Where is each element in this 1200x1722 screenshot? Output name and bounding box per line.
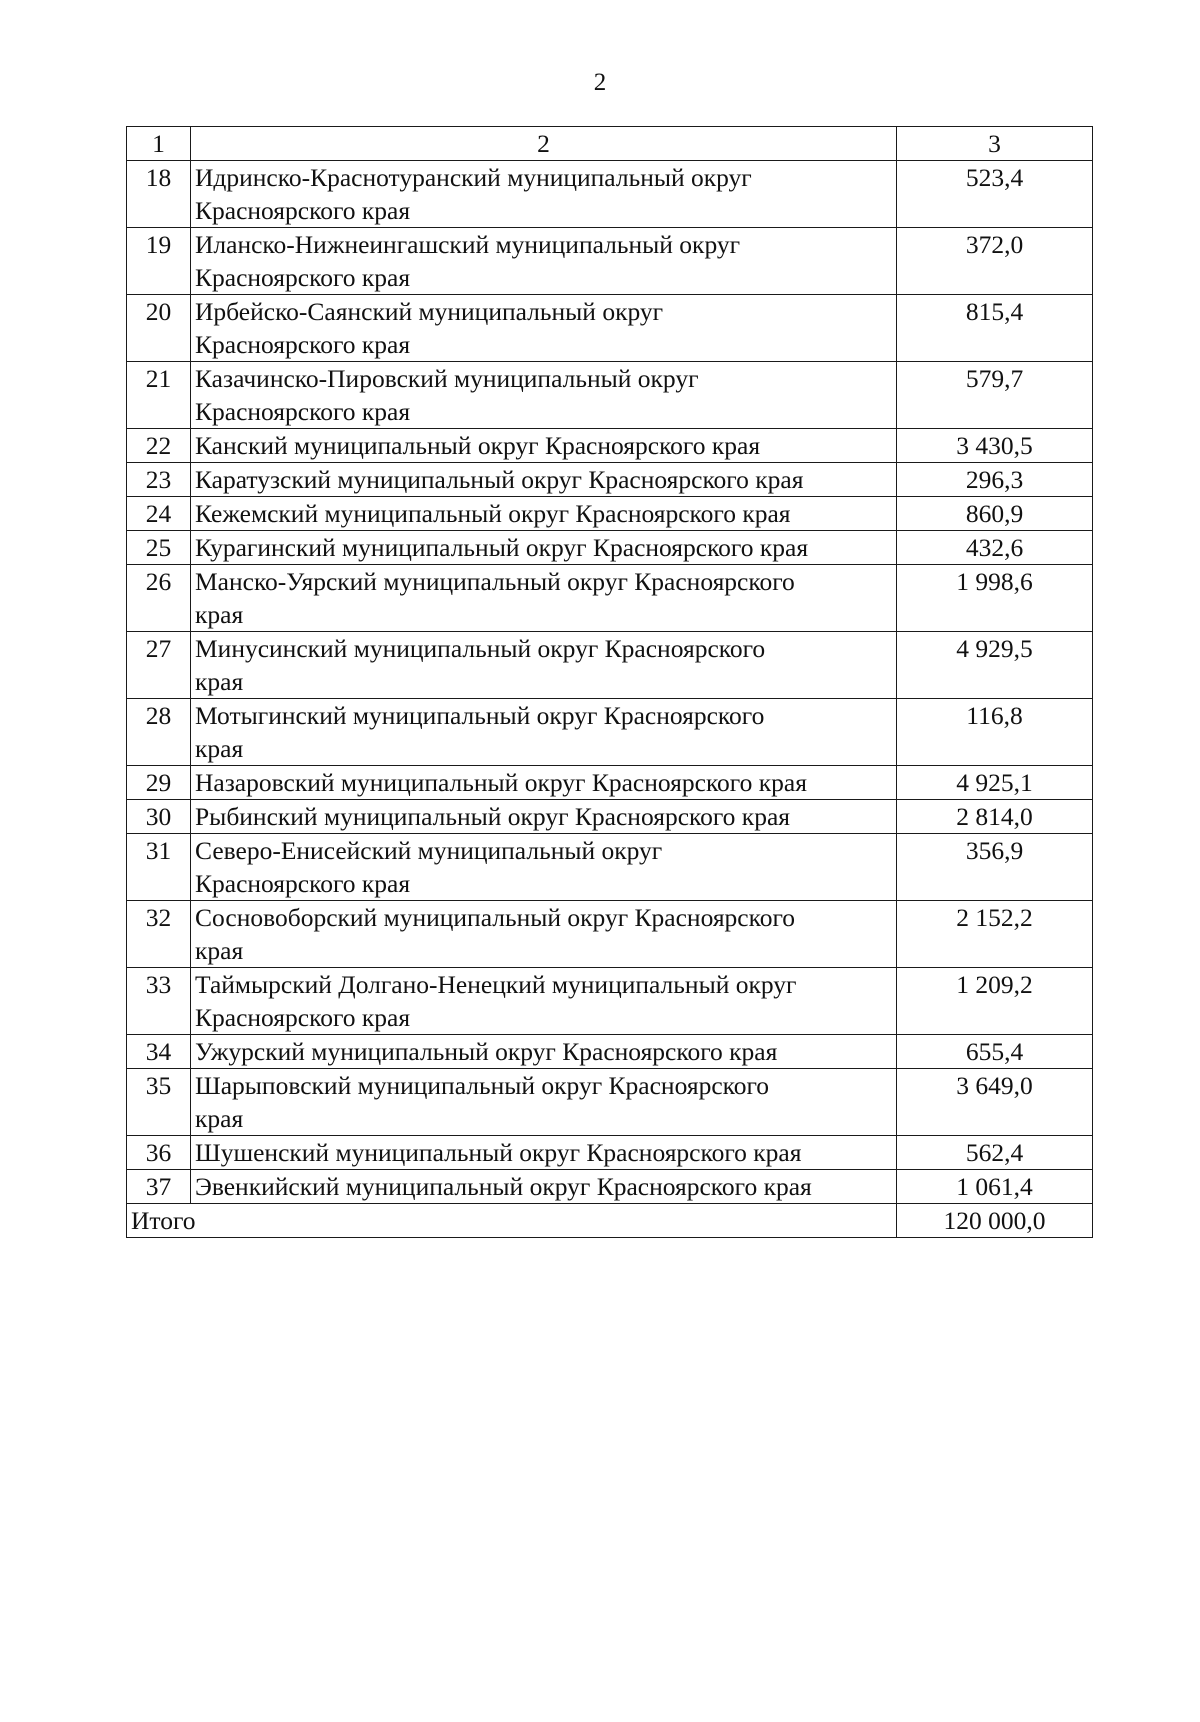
municipality-name-line: Манско-Уярский муниципальный округ Красноярского [195, 567, 795, 596]
municipality-name [191, 1035, 897, 1069]
municipality-name [191, 1170, 897, 1204]
row-number: 24 [127, 497, 191, 531]
municipality-name-line: Ужурский муниципальный округ Красноярского края [195, 1037, 778, 1066]
amount-value: 4 925,1 [897, 766, 1093, 800]
table-row [127, 161, 1093, 228]
header-cell-3: 3 [897, 127, 1093, 161]
table-row [127, 901, 1093, 968]
page-number: 2 [593, 69, 607, 96]
municipality-name-line: края [195, 734, 244, 763]
table-row [127, 766, 1093, 800]
table-row [127, 295, 1093, 362]
amount-value: 3 649,0 [897, 1069, 1093, 1136]
row-number: 23 [127, 463, 191, 497]
table-row [127, 228, 1093, 295]
municipality-name [191, 497, 897, 531]
municipality-name-line: Красноярского края [195, 869, 411, 898]
amount-value: 372,0 [897, 228, 1093, 295]
municipality-name-line: Рыбинский муниципальный округ Красноярского края [195, 802, 790, 831]
municipality-name-line: края [195, 1104, 244, 1133]
municipality-name-line: края [195, 667, 244, 696]
municipality-name [191, 295, 897, 362]
header-cell-1: 1 [127, 127, 191, 161]
amount-value: 116,8 [897, 699, 1093, 766]
municipality-name-line: Иланско-Нижнеингашский муниципальный округ [195, 230, 741, 259]
municipality-name [191, 968, 897, 1035]
municipality-name [191, 463, 897, 497]
municipality-name [191, 632, 897, 699]
municipality-name-line: края [195, 600, 244, 629]
amount-value: 1 209,2 [897, 968, 1093, 1035]
municipality-name-line: Красноярского края [195, 330, 411, 359]
table-row [127, 429, 1093, 463]
table-row [127, 834, 1093, 901]
header-row [127, 127, 1093, 161]
municipality-name-line: Ирбейско-Саянский муниципальный округ [195, 297, 664, 326]
table-row [127, 699, 1093, 766]
table-row [127, 565, 1093, 632]
amount-value: 4 929,5 [897, 632, 1093, 699]
municipality-name-line: Шарыповский муниципальный округ Красноярского [195, 1071, 770, 1100]
municipality-name-line: Кежемский муниципальный округ Красноярского края [195, 499, 791, 528]
municipality-name [191, 161, 897, 228]
municipality-name-line: Шушенский муниципальный округ Красноярского края [195, 1138, 802, 1167]
municipality-name [191, 362, 897, 429]
municipality-name-line: Курагинский муниципальный округ Красноярского края [195, 533, 809, 562]
allocation-table [126, 126, 1093, 1238]
amount-value: 296,3 [897, 463, 1093, 497]
municipality-name-line: Каратузский муниципальный округ Красноярского края [195, 465, 804, 494]
amount-value: 655,4 [897, 1035, 1093, 1069]
amount-value: 356,9 [897, 834, 1093, 901]
amount-value: 815,4 [897, 295, 1093, 362]
table-row [127, 800, 1093, 834]
row-number: 26 [127, 565, 191, 632]
municipality-name-line: Казачинско-Пировский муниципальный округ [195, 364, 699, 393]
municipality-name-line: Эвенкийский муниципальный округ Красноярского края [195, 1172, 812, 1201]
header-cell-2: 2 [191, 127, 897, 161]
municipality-name-line: Мотыгинский муниципальный округ Красноярского [195, 701, 765, 730]
municipality-name [191, 429, 897, 463]
municipality-name-line: Сосновоборский муниципальный округ Красноярского [195, 903, 796, 932]
municipality-name [191, 531, 897, 565]
municipality-name-line: Красноярского края [195, 196, 411, 225]
amount-value: 523,4 [897, 161, 1093, 228]
municipality-name-line: Минусинский муниципальный округ Красноярского [195, 634, 766, 663]
row-number: 22 [127, 429, 191, 463]
total-label: Итого [127, 1204, 897, 1238]
amount-value: 2 152,2 [897, 901, 1093, 968]
total-row [127, 1204, 1093, 1238]
amount-value: 1 061,4 [897, 1170, 1093, 1204]
municipality-name-line: Канский муниципальный округ Красноярского края [195, 431, 761, 460]
row-number: 21 [127, 362, 191, 429]
row-number: 18 [127, 161, 191, 228]
municipality-name-line: Северо-Енисейский муниципальный округ [195, 836, 663, 865]
row-number: 20 [127, 295, 191, 362]
row-number: 30 [127, 800, 191, 834]
row-number: 35 [127, 1069, 191, 1136]
table-row [127, 1136, 1093, 1170]
table-row [127, 463, 1093, 497]
municipality-name [191, 834, 897, 901]
row-number: 37 [127, 1170, 191, 1204]
total-value: 120 000,0 [897, 1204, 1093, 1238]
row-number: 33 [127, 968, 191, 1035]
municipality-name [191, 800, 897, 834]
table-row [127, 362, 1093, 429]
table-row [127, 1170, 1093, 1204]
row-number: 27 [127, 632, 191, 699]
municipality-name-line: Красноярского края [195, 263, 411, 292]
municipality-name [191, 1069, 897, 1136]
municipality-name [191, 1136, 897, 1170]
row-number: 28 [127, 699, 191, 766]
table-body [127, 127, 1093, 1238]
amount-value: 1 998,6 [897, 565, 1093, 632]
municipality-name-line: Назаровский муниципальный округ Красноярского края [195, 768, 807, 797]
municipality-name-line: Красноярского края [195, 1003, 411, 1032]
table-row [127, 968, 1093, 1035]
municipality-name [191, 766, 897, 800]
municipality-name [191, 228, 897, 295]
row-number: 25 [127, 531, 191, 565]
amount-value: 432,6 [897, 531, 1093, 565]
table-row [127, 1069, 1093, 1136]
row-number: 29 [127, 766, 191, 800]
row-number: 19 [127, 228, 191, 295]
municipality-name [191, 699, 897, 766]
table-row [127, 1035, 1093, 1069]
row-number: 32 [127, 901, 191, 968]
municipality-name-line: Идринско-Краснотуранский муниципальный округ [195, 163, 752, 192]
municipality-name-line: Таймырский Долгано-Ненецкий муниципальный округ [195, 970, 797, 999]
municipality-name [191, 565, 897, 632]
row-number: 36 [127, 1136, 191, 1170]
row-number: 34 [127, 1035, 191, 1069]
table-row [127, 531, 1093, 565]
municipality-name-line: края [195, 936, 244, 965]
amount-value: 579,7 [897, 362, 1093, 429]
municipality-name [191, 901, 897, 968]
amount-value: 2 814,0 [897, 800, 1093, 834]
amount-value: 860,9 [897, 497, 1093, 531]
table-row [127, 497, 1093, 531]
row-number: 31 [127, 834, 191, 901]
amount-value: 562,4 [897, 1136, 1093, 1170]
amount-value: 3 430,5 [897, 429, 1093, 463]
table-row [127, 632, 1093, 699]
municipality-name-line: Красноярского края [195, 397, 411, 426]
